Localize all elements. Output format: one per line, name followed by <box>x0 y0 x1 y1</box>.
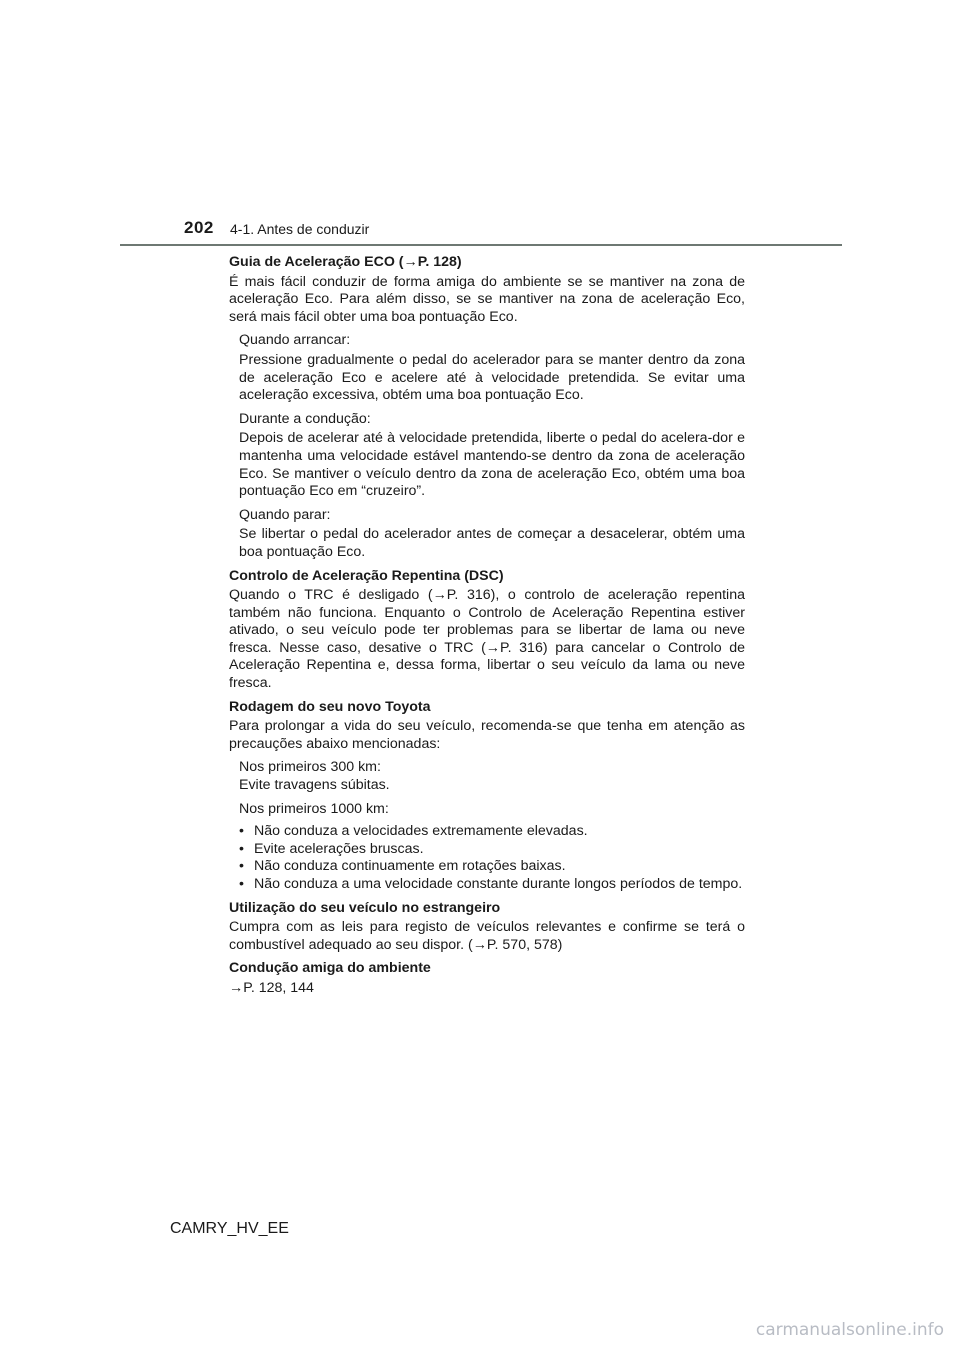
list-item: • Não conduza a uma velocidade constante durante longos períodos de tempo. <box>239 876 745 894</box>
section-dsc-title: Controlo de Aceleração Repentina (DSC) <box>229 567 504 584</box>
section-eco-driving-text: →P. 128, 144 <box>229 979 314 996</box>
drive-label: Durante a condução: <box>239 410 371 427</box>
first300-label: Nos primeiros 300 km: <box>239 759 381 776</box>
section-abroad <box>229 900 745 955</box>
section-eco-driving <box>229 960 745 997</box>
section-break-in-title: Rodagem do seu novo Toyota <box>229 698 431 715</box>
break-in-bullet-list <box>229 823 745 893</box>
list-item: • Evite acelerações bruscas. <box>239 841 745 859</box>
drive-text: Depois de acelerar até à velocidade pretendida, liberte o pedal do acelera-dor e mantenha uma velocidade estável mantendo-se dentro da zona de aceleração Eco. Se mantiver o veículo dentro da zona de aceleração Eco, obtém uma boa pontuação Eco em “cruzeiro”. <box>239 430 745 500</box>
section-eco-guide-title: Guia de Aceleração ECO (→P. 128) <box>229 254 462 270</box>
section-eco-guide-text: É mais fácil conduzir de forma amiga do ambiente se se mantiver na zona de aceleração Eco. Para além disso, se se mantiver na zona de aceleração Eco, será mais fácil obter uma boa pontuação Eco. <box>229 273 745 325</box>
chapter-title: 4-1. Antes de conduzir <box>230 221 370 237</box>
section-eco-guide <box>229 254 745 562</box>
eco-guide-subsections <box>229 332 745 561</box>
section-dsc-text: Quando o TRC é desligado (→P. 316), o controlo de aceleração repentina também não funciona. Enquanto o Controlo de Aceleração Repentina estiver ativado, o seu veículo pode ter problemas para se libertar de lama ou neve fresca. Nesse caso, desative o TRC (→P. 316) para cancelar o Controlo de Aceleração Repentina e, dessa forma, libertar o seu veículo da lama ou neve fresca. <box>229 587 745 692</box>
header-divider <box>120 244 842 246</box>
document-code: CAMRY_HV_EE <box>170 1220 289 1237</box>
list-item: • Não conduza continuamente em rotações baixas. <box>239 858 745 876</box>
stop-label: Quando parar: <box>239 506 331 523</box>
section-abroad-text: Cumpra com as leis para registo de veículos relevantes e confirme se terá o combustível adequado ao seu dispor. (→P. 570, 578) <box>229 919 745 953</box>
stop-text: Se libertar o pedal do acelerador antes de começar a desacelerar, obtém uma boa pontuação Eco. <box>239 526 745 560</box>
first1000-label: Nos primeiros 1000 km: <box>239 800 389 817</box>
list-item: • Não conduza a velocidades extremamente elevadas. <box>239 823 745 841</box>
page-number: 202 <box>184 218 214 237</box>
start-text: Pressione gradualmente o pedal do acelerador para se manter dentro da zona de aceleração Eco e acelere até à velocidade pretendida. Se evitar uma aceleração excessiva, obtém uma boa pontuação Eco. <box>239 351 745 404</box>
watermark: carmanualsonline.info <box>755 1320 944 1340</box>
section-dsc <box>229 568 745 693</box>
section-abroad-title: Utilização do seu veículo no estrangeiro <box>229 899 501 916</box>
section-eco-driving-title: Condução amiga do ambiente <box>229 960 431 977</box>
page-content <box>229 254 745 1004</box>
first300-text: Evite travagens súbitas. <box>239 777 390 794</box>
section-break-in <box>229 699 745 894</box>
page-header <box>0 0 960 250</box>
start-label: Quando arrancar: <box>239 332 351 349</box>
section-break-in-text: Para prolongar a vida do seu veículo, recomenda-se que tenha em atenção as precauções abaixo mencionadas: <box>229 718 745 752</box>
break-in-subsections <box>229 759 745 818</box>
